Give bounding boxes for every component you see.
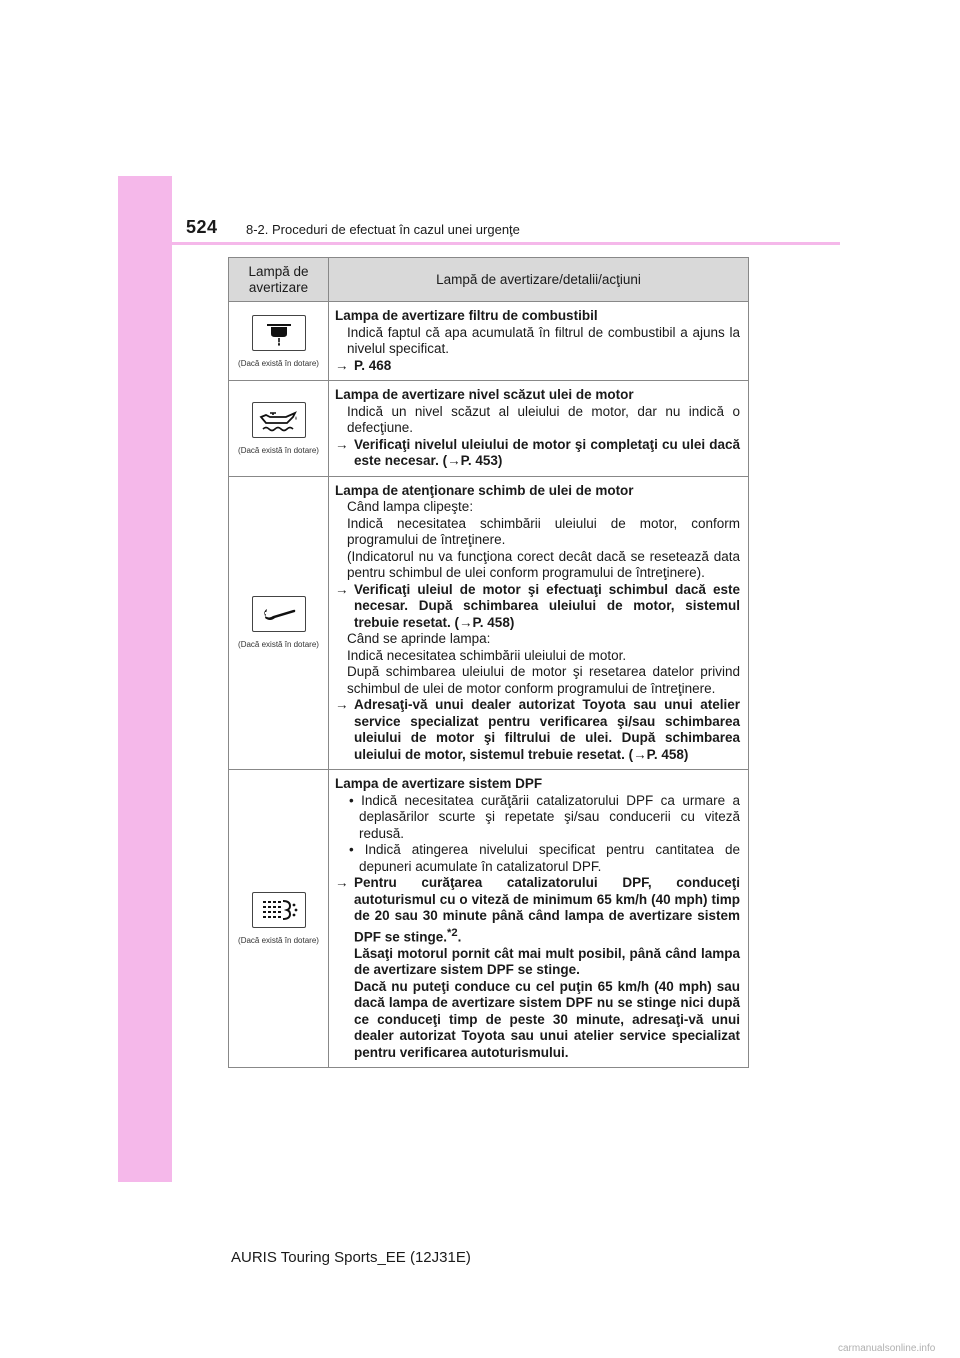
arrow-icon: → (335, 875, 349, 890)
dpf-warning-icon (252, 892, 306, 928)
lamp-action: → Pentru curăţarea catalizatorului DPF, conduceţi autoturismul cu o viteză de minimum 65 km/h (40 mph) timp de 20 sau 30 minute până când lampa de avertizare sistem DPF se stinge.$^{*2}$. (335, 875, 740, 944)
lamp-description: Indică faptul că apa acumulată în filtrul de combustibil a ajuns la nivelul specificat. (347, 324, 740, 356)
lamp-action: → Verificaţi uleiul de motor şi efectuaţi schimbul dacă este necesar. După schimbarea uleiului de motor, sistemul trebuie resetat. (→P. 458) (335, 581, 740, 630)
lamp-title: Lampa de avertizare nivel scăzut ulei de motor (335, 387, 634, 402)
header-rule (172, 242, 840, 245)
table-header-row (229, 258, 749, 302)
arrow-icon: → (335, 436, 349, 452)
detail-cell (329, 770, 749, 1068)
lamp-bullet: • Indică necesitatea curăţării catalizatorului DPF ca urmare a deplasărilor scurte şi repetate şi/sau conducerii cu viteză redusă. (349, 792, 740, 841)
lamp-title: Lampa de avertizare sistem DPF (335, 776, 543, 791)
lamp-cell (229, 476, 329, 770)
lamp-description: Indică necesitatea schimbării uleiului de motor, conform programului de întreţinere. (347, 515, 740, 547)
icon-note: (Dacă există în dotare) (238, 640, 319, 650)
lamp-bullet: • Indică atingerea nivelului specificat pentru cantitatea de depuneri acumulate în catalizatorul DPF. (349, 842, 740, 874)
table-row (229, 381, 749, 477)
lamp-description: Indică un nivel scăzut al uleiului de motor, dar nu indică o defecţiune. (347, 403, 740, 435)
lamp-cell (229, 302, 329, 381)
lamp-cell (229, 770, 329, 1068)
bullet-icon: • (349, 792, 354, 808)
section-side-band (118, 176, 172, 1182)
arrow-icon: → (335, 697, 349, 712)
table-row (229, 770, 749, 1068)
lamp-description: Indică necesitatea schimbării uleiului de motor. (347, 647, 627, 663)
footnote-marker: *2 (447, 926, 458, 939)
detail-cell (329, 381, 749, 477)
bullet-icon: • (349, 842, 354, 857)
lamp-title: Lampa de avertizare filtru de combustibil (335, 308, 598, 323)
icon-note: (Dacă există în dotare) (238, 358, 319, 368)
lamp-title: Lampa de atenţionare schimb de ulei de motor (335, 482, 634, 498)
lamp-action: → Verificaţi nivelul uleiului de motor şi completaţi cu ulei dacă este necesar. (→P. 453) (335, 436, 740, 468)
lamp-action (335, 358, 740, 375)
arrow-icon: → (335, 581, 349, 597)
page-number: 524 (186, 217, 218, 237)
table-row (229, 476, 749, 770)
low-engine-oil-level-icon (252, 402, 306, 438)
column-header-lamp: Lampă de avertizare (229, 258, 329, 302)
wrench-icon (252, 596, 306, 632)
chapter-title: 8-2. Proceduri de efectuat în cazul unei urgenţe (246, 222, 520, 237)
arrow-icon: → (335, 357, 349, 373)
warning-lamp-table (228, 257, 749, 1068)
lamp-state: Când lampa clipeşte: (347, 499, 474, 514)
lamp-cell (229, 381, 329, 477)
lamp-note: (Indicatorul nu va funcţiona corect decât dacă se resetează data pentru schimbul de ulei conform programului de întreţinere). (347, 548, 740, 580)
footer-model-code: AURIS Touring Sports_EE (12J31E) (231, 1249, 471, 1266)
lamp-state: Când se aprinde lampa: (347, 631, 491, 646)
lamp-action-continued: Lăsaţi motorul pornit cât mai mult posibil, până când lampa de avertizare sistem DPF se stinge. (354, 945, 740, 977)
lamp-action-continued: Dacă nu puteţi conduce cu cel puţin 65 km/h (40 mph) sau dacă lampa de avertizare sistem DPF nu se stinge nici după ce conduceţi timp de peste 30 minute, adresaţi-vă unui dealer autorizat Toyota sau unui atelier service specializat pentru verificarea autoturismului. (354, 978, 740, 1060)
icon-note: (Dacă există în dotare) (238, 445, 319, 455)
page-reference: P. 468 (354, 357, 392, 373)
icon-note: (Dacă există în dotare) (238, 936, 319, 945)
table-row (229, 302, 749, 381)
fuel-filter-warning-icon (252, 315, 306, 351)
lamp-note: După schimbarea uleiului de motor şi resetarea datelor privind schimbul de ulei de motor conform programului de întreţinere. (347, 664, 740, 696)
column-header-details: Lampă de avertizare/detalii/acţiuni (329, 258, 749, 302)
detail-cell (329, 302, 749, 381)
lamp-action: → Adresaţi-vă unui dealer autorizat Toyota sau unui atelier service specializat pentru verificarea şi/sau schimbarea uleiului de motor şi filtrului de ulei. După schimbarea uleiului de motor, sistemul trebuie resetat. (→P. 458) (335, 697, 740, 762)
watermark: carmanualsonline.info (838, 1343, 936, 1354)
detail-cell (329, 476, 749, 770)
